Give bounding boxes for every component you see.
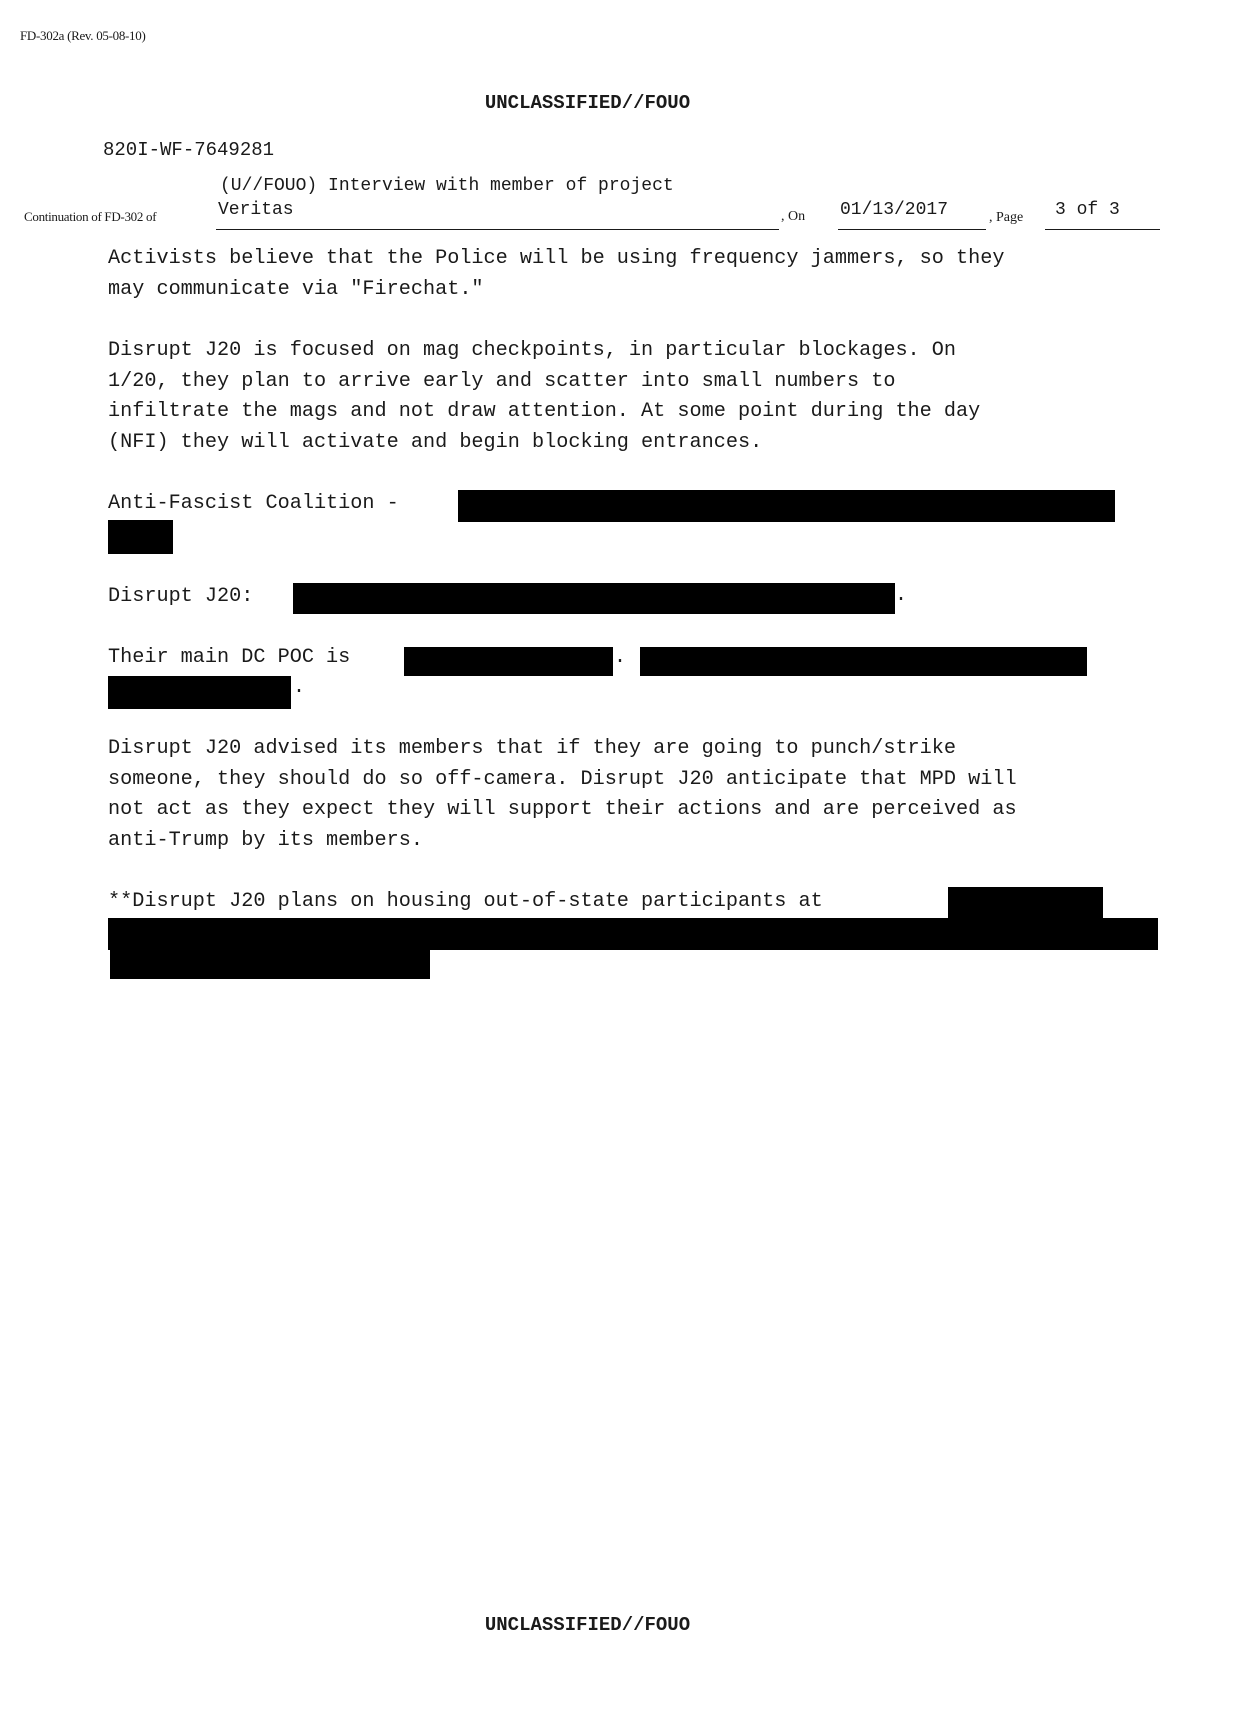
redaction-block [404,647,613,676]
on-label: , On [781,209,806,224]
redaction-block [948,887,1103,920]
page-label: , Page [989,210,1024,225]
classification-footer: UNCLASSIFIED//FOUO [484,1614,691,1636]
form-id: FD-302a (Rev. 05-08-10) [20,28,146,43]
period: . [293,676,306,699]
paragraph-disrupt-j20: Disrupt J20: [108,585,254,608]
file-number: 820I-WF-7649281 [103,139,275,161]
redaction-block [293,583,895,614]
caption-underline [216,229,779,230]
period: . [895,584,908,607]
paragraph-anti-fascist-coalition: Anti-Fascist Coalition - [108,492,399,515]
redaction-block [108,676,291,709]
continuation-label: Continuation of FD-302 of [24,209,157,224]
redaction-block [108,918,1158,950]
redaction-block [108,520,173,554]
paragraph-firechat: Activists believe that the Police will be using frequency jammers, so they may communicate via "Firechat." [108,247,1005,301]
interview-date: 01/13/2017 [840,200,949,220]
page-number: 3 of 3 [1055,200,1120,220]
redaction-block [458,490,1115,522]
period: . [614,646,627,669]
page-underline [1045,229,1160,230]
date-underline [838,229,986,230]
paragraph-off-camera: Disrupt J20 advised its members that if they are going to punch/strike someone, they should do so off-camera. Disrupt J20 anticipate that MPD will not act as they expect they will support their actions and are perceived as anti-Trump by its members. [108,737,1017,852]
paragraph-housing: **Disrupt J20 plans on housing out-of-state participants at [108,890,823,913]
classification-header: UNCLASSIFIED//FOUO [484,92,691,114]
paragraph-checkpoints: Disrupt J20 is focused on mag checkpoints, in particular blockages. On 1/20, they plan to arrive early and scatter into small numbers to infiltrate the mags and not draw attention. At some point during the day (NFI) they will activate and begin blocking entrances. [108,339,981,454]
redaction-block [640,647,1087,676]
paragraph-main-poc: Their main DC POC is [108,646,351,669]
redaction-block [110,948,430,979]
caption-line-1: (U//FOUO) Interview with member of project [220,176,674,196]
caption-line-2: Veritas [218,200,294,220]
